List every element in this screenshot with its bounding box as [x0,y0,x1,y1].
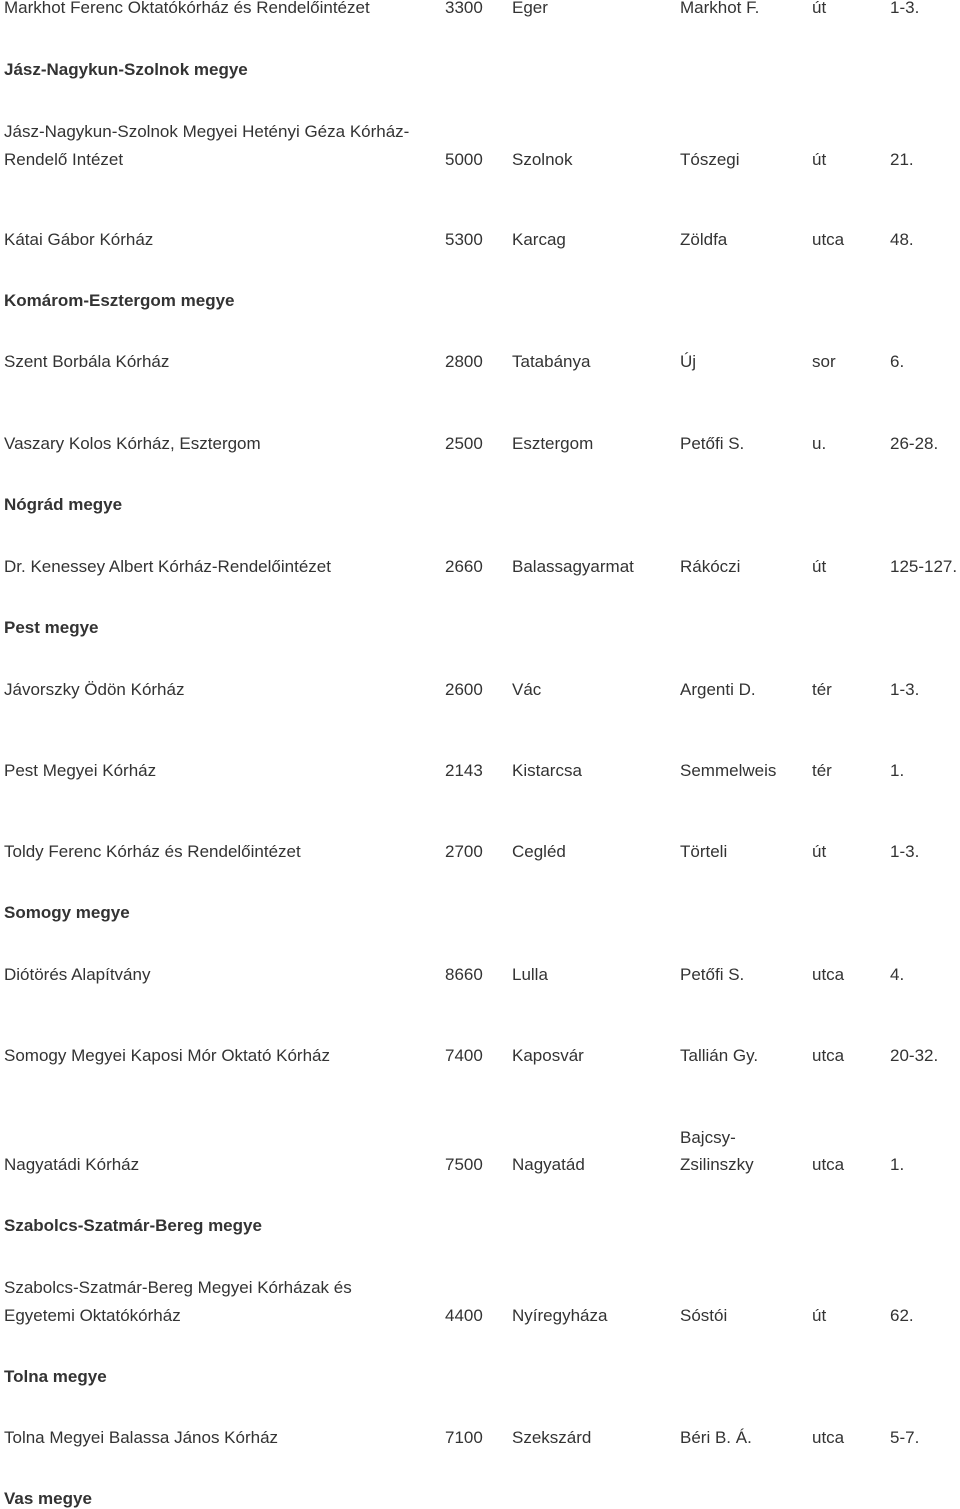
postal-code: 2800 [445,352,483,371]
street-name: Petőfi S. [680,965,745,984]
city: Lulla [512,965,548,984]
house-number: 125-127. [890,557,958,576]
street-name: Tallián Gy. [680,1046,759,1065]
postal-code: 7500 [445,1155,483,1174]
county-heading: Pest megye [4,618,99,637]
county-heading: Tolna megye [4,1367,107,1386]
city: Esztergom [512,434,594,453]
street-type: utca [812,1428,845,1447]
hospital-name-line-2: Rendelő Intézet [4,150,124,169]
city: Balassagyarmat [512,557,634,576]
city: Szolnok [512,150,573,169]
street-name: Rákóczi [680,557,741,576]
hospital-name: Tolna Megyei Balassa János Kórház [4,1428,279,1447]
house-number: 48. [890,230,914,249]
county-heading: Vas megye [4,1489,92,1508]
hospital-name: Vaszary Kolos Kórház, Esztergom [4,434,261,453]
street-name: Zöldfa [680,230,728,249]
house-number: 26-28. [890,434,939,453]
postal-code: 3300 [445,0,483,17]
street-type: tér [812,761,832,780]
street-type: u. [812,434,827,453]
street-type: tér [812,680,832,699]
house-number: 1-3. [890,680,920,699]
hospital-name-line-1: Jász-Nagykun-Szolnok Megyei Hetényi Géza Kórház- [4,122,410,141]
hospital-name: Somogy Megyei Kaposi Mór Oktató Kórház [4,1046,330,1065]
street-name: Új [680,352,697,371]
postal-code: 2143 [445,761,483,780]
house-number: 1-3. [890,0,920,17]
street-name: Markhot F. [680,0,760,17]
house-number: 62. [890,1306,914,1325]
house-number: 4. [890,965,905,984]
street-name-line-2: Zsilinszky [680,1155,754,1174]
postal-code: 7400 [445,1046,483,1065]
street-type: utca [812,965,845,984]
city: Kaposvár [512,1046,584,1065]
hospital-name: Diótörés Alapítvány [4,965,151,984]
city: Kistarcsa [512,761,582,780]
city: Cegléd [512,842,566,861]
postal-code: 5000 [445,150,483,169]
hospital-name: Nagyatádi Kórház [4,1155,140,1174]
city: Szekszárd [512,1428,592,1447]
street-type: sor [812,352,836,371]
city: Karcag [512,230,566,249]
hospital-name: Jávorszky Ödön Kórház [4,680,185,699]
street-type: utca [812,1155,845,1174]
street-type: út [812,1306,827,1325]
hospital-name: Dr. Kenessey Albert Kórház-Rendelőintézet [4,557,331,576]
postal-code: 8660 [445,965,483,984]
street-name-line-1: Bajcsy- [680,1128,736,1147]
street-type: utca [812,230,845,249]
postal-code: 2600 [445,680,483,699]
street-type: utca [812,1046,845,1065]
county-heading: Nógrád megye [4,495,123,514]
hospital-name: Markhot Ferenc Oktatókórház és Rendelőintézet [4,0,370,17]
street-name: Tószegi [680,150,740,169]
postal-code: 4400 [445,1306,483,1325]
street-type: út [812,0,827,17]
city: Nyíregyháza [512,1306,608,1325]
hospital-name: Toldy Ferenc Kórház és Rendelőintézet [4,842,301,861]
postal-code: 2500 [445,434,483,453]
house-number: 5-7. [890,1428,920,1447]
street-type: út [812,842,827,861]
house-number: 1. [890,1155,905,1174]
street-name: Sóstói [680,1306,728,1325]
house-number: 1-3. [890,842,920,861]
city: Nagyatád [512,1155,585,1174]
street-name: Semmelweis [680,761,777,780]
house-number: 6. [890,352,905,371]
street-name: Törteli [680,842,728,861]
county-heading: Szabolcs-Szatmár-Bereg megye [4,1216,262,1235]
hospital-name-line-2: Egyetemi Oktatókórház [4,1306,181,1325]
county-heading: Somogy megye [4,903,130,922]
city: Tatabánya [512,352,591,371]
street-name: Argenti D. [680,680,756,699]
hospital-name: Pest Megyei Kórház [4,761,157,780]
postal-code: 5300 [445,230,483,249]
house-number: 21. [890,150,914,169]
house-number: 1. [890,761,905,780]
city: Vác [512,680,542,699]
county-heading: Komárom-Esztergom megye [4,291,235,310]
hospital-name-line-1: Szabolcs-Szatmár-Bereg Megyei Kórházak és [4,1278,352,1297]
postal-code: 2660 [445,557,483,576]
street-type: út [812,150,827,169]
postal-code: 2700 [445,842,483,861]
street-name: Petőfi S. [680,434,745,453]
house-number: 20-32. [890,1046,939,1065]
postal-code: 7100 [445,1428,483,1447]
county-heading: Jász-Nagykun-Szolnok megye [4,60,248,79]
street-name: Béri B. Á. [680,1428,752,1447]
city: Eger [512,0,548,17]
hospital-name: Szent Borbála Kórház [4,352,170,371]
hospital-name: Kátai Gábor Kórház [4,230,154,249]
street-type: út [812,557,827,576]
